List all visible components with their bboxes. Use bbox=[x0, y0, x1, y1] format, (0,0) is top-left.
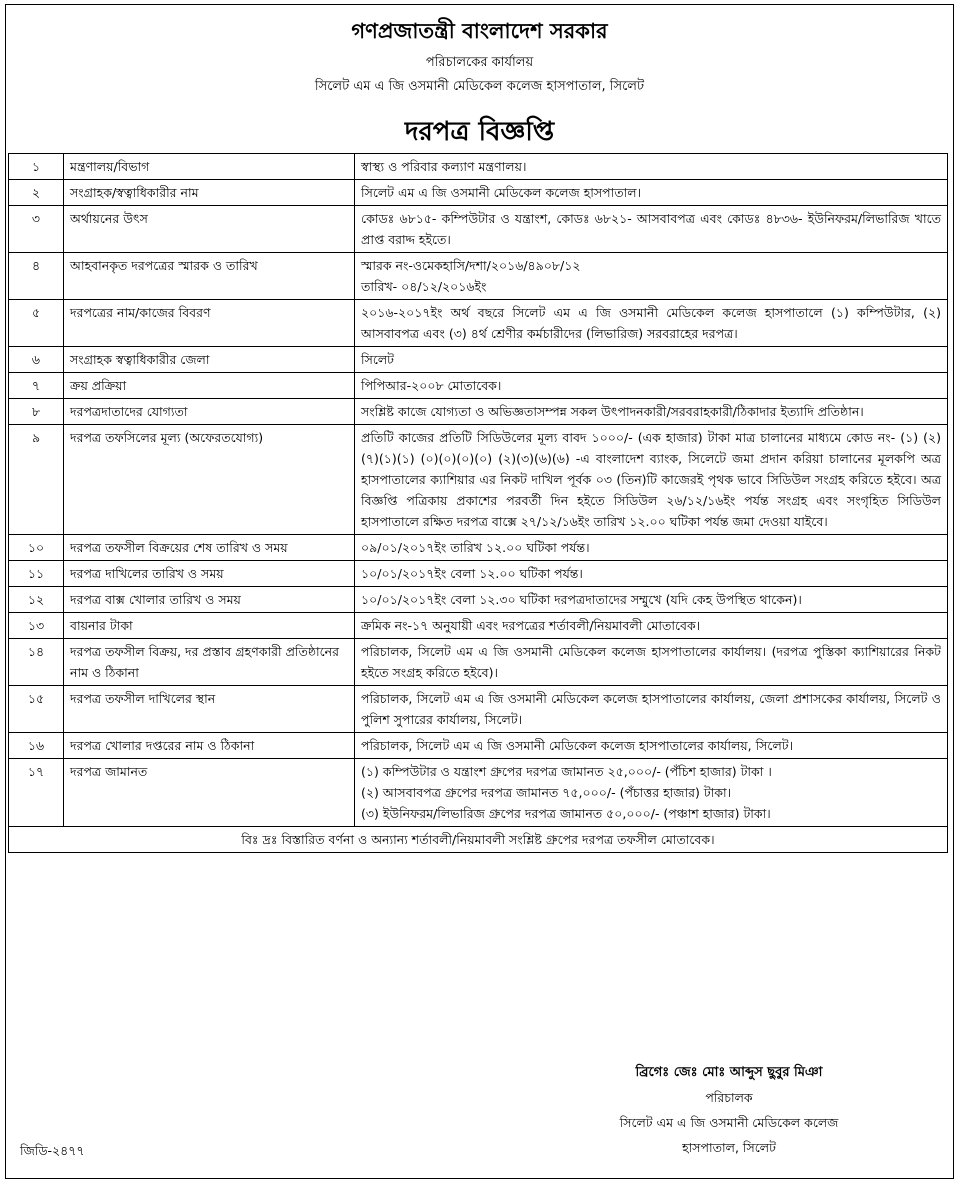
row-label: দরপত্রের নাম/কাজের বিবরণ bbox=[64, 300, 355, 347]
row-value bbox=[355, 206, 948, 253]
row-value bbox=[355, 587, 948, 613]
row-label: দরপত্র তফসীল দাখিলের স্থান bbox=[64, 686, 355, 733]
row-value bbox=[355, 373, 948, 399]
row-value bbox=[355, 759, 948, 827]
row-label: দরপত্র বাক্স খোলার তারিখ ও সময় bbox=[64, 587, 355, 613]
row-value-text: পরিচালক, সিলেট এম এ জি ওসমানী মেডিকেল কলেজ হাসপাতালের কার্যালয়। (দরপত্র পুস্তিকা ক্যাশিয়ারের নিকট হইতে সংগ্রহ করিতে হইবে)। bbox=[361, 644, 941, 680]
row-label: দরপত্র দাখিলের তারিখ ও সময় bbox=[64, 561, 355, 587]
row-value-text: সিলেট এম এ জি ওসমানী মেডিকেল কলেজ হাসপাতাল। bbox=[361, 185, 642, 200]
row-value-text: ২০১৬-২০১৭ইং অর্থ বছরে সিলেট এম এ জি ওসমানী মেডিকেল কলেজ হাসপাতালে (১) কম্পিউটার, (২) আসবাবপত্র এবং (৩) ৪র্থ শ্রেণীর কর্মচারীদের (লিভারিজ) সরবরাহের দরপত্র। bbox=[361, 305, 941, 341]
row-value bbox=[355, 733, 948, 759]
table-row bbox=[9, 206, 948, 253]
gd-number: জিডি-২৪৭৭ bbox=[20, 1143, 85, 1158]
table-row bbox=[9, 686, 948, 733]
row-label: দরপত্র তফসীল বিক্রয়ের শেষ তারিখ ও সময় bbox=[64, 535, 355, 561]
row-value-text: ১০/০১/২০১৭ইং বেলা ১২.৩০ ঘটিকা দরপত্রদাতাদের সম্মুখে (যদি কেহ উপস্থিত থাকেন)। bbox=[361, 592, 802, 607]
table-row bbox=[9, 613, 948, 639]
row-number: ১৬ bbox=[9, 733, 64, 759]
row-label: অর্থায়নের উৎস bbox=[64, 206, 355, 253]
row-label: বায়নার টাকা bbox=[64, 613, 355, 639]
row-value bbox=[355, 347, 948, 373]
row-value bbox=[355, 180, 948, 206]
note-text: বিঃ দ্রঃ বিস্তারিত বর্ণনা ও অন্যান্য শর্তাবলী/নিয়মাবলী সংশ্লিষ্ট গ্রুপের দরপত্র তফসীল মোতাবেক। bbox=[9, 827, 948, 853]
tender-details-table bbox=[8, 153, 948, 853]
row-value-text: পরিচালক, সিলেট এম এ জি ওসমানী মেডিকেল কলেজ হাসপাতালের কার্যালয়, জেলা প্রশাসকের কার্যালয়, সিলেট ও পুলিশ সুপারের কার্যালয়, সিলেট। bbox=[361, 691, 941, 727]
row-value-text: কোডঃ ৬৮১৫- কম্পিউটার ও যন্ত্রাংশ, কোডঃ ৬৮২১- আসবাবপত্র এবং কোডঃ ৪৮৩৬- ইউনিফরম/লিভারিজ খাতে প্রাপ্ত বরাদ্দ হইতে। bbox=[361, 211, 941, 247]
security-deposit-item: (১) কম্পিউটার ও যন্ত্রাংশ গ্রুপের দরপত্র জামানত ২৫,০০০/- (পঁচিশ হাজার) টাকা । bbox=[361, 764, 772, 779]
row-value-date: তারিখ- ০৪/১২/২০১৬ইং bbox=[361, 279, 487, 294]
row-number: ৫ bbox=[9, 300, 64, 347]
row-value bbox=[355, 686, 948, 733]
signatory-name: ব্রিগেঃ জেঃ মোঃ আব্দুস ছুবুর মিঞা bbox=[635, 1065, 823, 1080]
row-value-text: পরিচালক, সিলেট এম এ জি ওসমানী মেডিকেল কলেজ হাসপাতালের কার্যালয়, সিলেট। bbox=[361, 738, 794, 753]
signatory-org-line-2: হাসপাতাল, সিলেট bbox=[682, 1140, 776, 1155]
row-label: মন্ত্রণালয়/বিভাগ bbox=[64, 154, 355, 180]
office-name: পরিচালকের কার্যালয় bbox=[425, 55, 534, 70]
row-number: ১৭ bbox=[9, 759, 64, 827]
signature-block bbox=[569, 1060, 889, 1160]
row-value bbox=[355, 425, 948, 535]
row-number: ২ bbox=[9, 180, 64, 206]
table-row bbox=[9, 154, 948, 180]
row-value bbox=[355, 535, 948, 561]
security-deposit-item: (৩) ইউনিফরম/লিভারিজ গ্রুপের দরপত্র জামানত ৫০,০০০/- (পঞ্চাশ হাজার) টাকা। bbox=[361, 806, 771, 821]
table-row bbox=[9, 399, 948, 425]
row-value-text: সিলেট bbox=[361, 352, 394, 367]
row-number: ১৪ bbox=[9, 639, 64, 686]
row-label: দরপত্রদাতাদের যোগ্যতা bbox=[64, 399, 355, 425]
row-value-text: সংশ্লিষ্ট কাজে যোগ্যতা ও অভিজ্ঞতাসম্পন্ন সকল উৎপাদনকারী/সরবরাহকারী/ঠিকাদার ইত্যাদি প্রতিষ্ঠান। bbox=[361, 404, 864, 419]
row-value bbox=[355, 399, 948, 425]
table-row bbox=[9, 373, 948, 399]
table-row bbox=[9, 733, 948, 759]
note-row bbox=[9, 827, 948, 853]
table-row bbox=[9, 300, 948, 347]
row-value bbox=[355, 613, 948, 639]
table-row bbox=[9, 347, 948, 373]
row-number: ১৫ bbox=[9, 686, 64, 733]
row-value-text: স্মারক নং-ওমেকহাসি/দশা/২০১৬/৪৯০৮/১২ bbox=[361, 258, 581, 273]
row-number: ১ bbox=[9, 154, 64, 180]
row-number: ৬ bbox=[9, 347, 64, 373]
row-value-text: স্বাস্থ্য ও পরিবার কল্যাণ মন্ত্রণালয়। bbox=[361, 159, 527, 174]
row-label: সংগ্রাহক স্বত্বাধিকারীর জেলা bbox=[64, 347, 355, 373]
row-number: ১১ bbox=[9, 561, 64, 587]
signatory-org-line-1: সিলেট এম এ জি ওসমানী মেডিকেল কলেজ bbox=[619, 1115, 839, 1130]
signatory-designation: পরিচালক bbox=[705, 1090, 753, 1105]
row-value bbox=[355, 154, 948, 180]
hospital-name: সিলেট এম এ জি ওসমানী মেডিকেল কলেজ হাসপাতাল, সিলেট bbox=[314, 79, 645, 94]
row-label: আহবানকৃত দরপত্রের স্মারক ও তারিখ bbox=[64, 253, 355, 300]
row-label: দরপত্র খোলার দপ্তরের নাম ও ঠিকানা bbox=[64, 733, 355, 759]
row-number: ৮ bbox=[9, 399, 64, 425]
government-title: গণপ্রজাতন্ত্রী বাংলাদেশ সরকার bbox=[351, 19, 608, 43]
row-label: ক্রয় প্রক্রিয়া bbox=[64, 373, 355, 399]
row-number: ১০ bbox=[9, 535, 64, 561]
table-row bbox=[9, 253, 948, 300]
row-value-text: ১০/০১/২০১৭ইং বেলা ১২.০০ ঘটিকা পর্যন্ত। bbox=[361, 566, 583, 581]
table-row bbox=[9, 425, 948, 535]
row-number: ১২ bbox=[9, 587, 64, 613]
row-label: দরপত্র জামানত bbox=[64, 759, 355, 827]
row-value-text: পিপিআর-২০০৮ মোতাবেক। bbox=[361, 378, 502, 393]
row-number: ৩ bbox=[9, 206, 64, 253]
row-label: দরপত্র তফসিলের মূল্য (অফেরতযোগ্য) bbox=[64, 425, 355, 535]
table-row bbox=[9, 180, 948, 206]
row-number: ১৩ bbox=[9, 613, 64, 639]
row-label: দরপত্র তফসীল বিক্রয়, দর প্রস্তাব গ্রহণকারী প্রতিষ্ঠানের নাম ও ঠিকানা bbox=[64, 639, 355, 686]
row-value bbox=[355, 253, 948, 300]
row-number: ৯ bbox=[9, 425, 64, 535]
row-value-text: প্রতিটি কাজের প্রতিটি সিডিউলের মূল্য বাবদ ১০০০/- (এক হাজার) টাকা মাত্র চালানের মাধ্যমে কোড নং- (১) (২)(৭)(১)(১) (০)(০)(০)(০) (২)(৩)(৬)(৬) -এ বাংলাদেশ ব্যাংক, সিলেটে জমা প্রদান করিয়া চালানের মূলকপি অত্র হাসপাতালের ক্যাশিয়ার এর নিকট দাখিল পূর্বক ০৩ (তিন)টি কাজেরই পৃথক ভাবে সিডিউল সংগ্রহ করিতে হইবে। অত্র বিজ্ঞপ্তি পত্রিকায় প্রকাশের পরবর্তী দিন হইতে সিডিউল ২৬/১২/১৬ইং পর্যন্ত সংগ্রহ এবং সংগৃহিত সিডিউল হাসপাতালে রক্ষিত দরপত্র বাক্সে ২৭/১২/১৬ইং তারিখ ১২.০০ ঘটিকা পর্যন্ত জমা দেওয়া যাইবে। bbox=[361, 430, 941, 529]
table-row bbox=[9, 759, 948, 827]
row-value bbox=[355, 561, 948, 587]
row-value-text: ০৯/০১/২০১৭ইং তারিখ ১২.০০ ঘটিকা পর্যন্ত। bbox=[361, 540, 590, 555]
row-value bbox=[355, 639, 948, 686]
row-value bbox=[355, 300, 948, 347]
row-value-text: ক্রমিক নং-১৭ অনুযায়ী এবং দরপত্রের শর্তাবলী/নিয়মাবলী মোতাবেক। bbox=[361, 618, 701, 633]
table-row bbox=[9, 561, 948, 587]
row-label: সংগ্রাহক/স্বত্বাধিকারীর নাম bbox=[64, 180, 355, 206]
table-row bbox=[9, 639, 948, 686]
row-number: ৭ bbox=[9, 373, 64, 399]
security-deposit-item: (২) আসবাবপত্র গ্রুপের দরপত্র জামানত ৭৫,০০০/- (পঁচাত্তর হাজার) টাকা। bbox=[361, 785, 732, 800]
row-number: ৪ bbox=[9, 253, 64, 300]
notice-title: দরপত্র বিজ্ঞপ্তি bbox=[404, 117, 555, 147]
table-row bbox=[9, 587, 948, 613]
table-row bbox=[9, 535, 948, 561]
